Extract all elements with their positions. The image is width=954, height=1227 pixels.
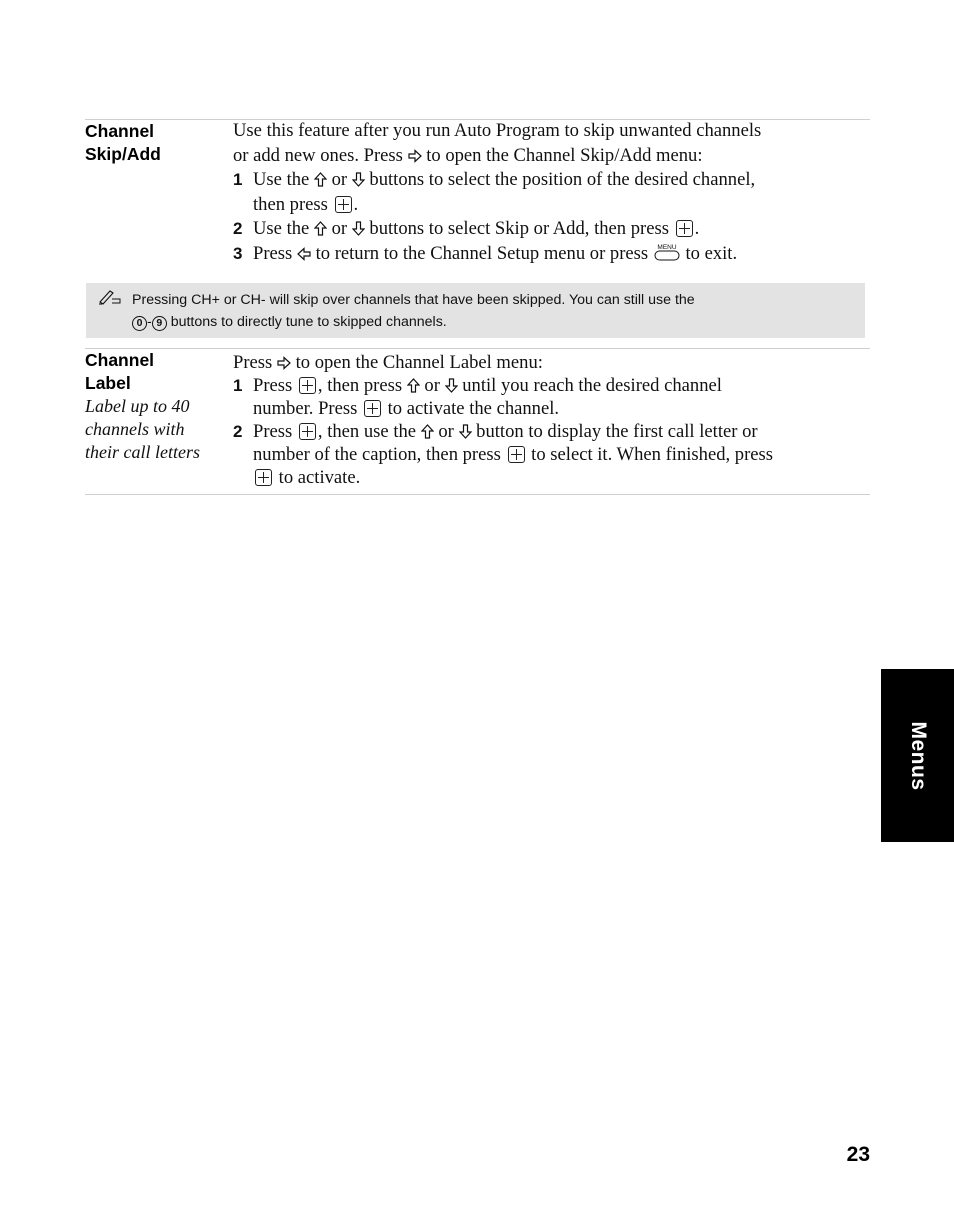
step-number: 3 <box>233 243 243 263</box>
subheading-line: channels with <box>85 419 185 439</box>
step-item <box>233 374 853 420</box>
digit-9-button-icon: 9 <box>152 316 167 331</box>
up-arrow-icon <box>407 378 420 393</box>
enter-button-icon <box>335 196 352 213</box>
enter-button-icon <box>508 446 525 463</box>
section-side-tab <box>881 669 954 842</box>
section-subheading <box>85 395 225 464</box>
text: to select it. When finished, press <box>531 444 774 465</box>
text: Use the <box>253 169 310 191</box>
enter-button-icon <box>364 400 381 417</box>
heading-line: Channel <box>85 350 155 370</box>
intro-line <box>233 119 853 144</box>
heading-line: Label <box>85 373 131 393</box>
section-heading-label <box>85 349 225 464</box>
enter-button-icon <box>299 423 316 440</box>
text: . <box>694 218 700 240</box>
text: to open the Channel Label menu: <box>295 352 543 373</box>
text: or <box>331 169 348 191</box>
intro-line <box>233 144 853 169</box>
text: Press <box>233 352 273 373</box>
right-arrow-icon <box>408 149 422 163</box>
menu-button-icon <box>653 243 681 261</box>
text: . <box>353 193 359 215</box>
step-item <box>233 420 853 489</box>
side-tab-label: Menus <box>906 720 930 791</box>
step-item <box>233 242 853 267</box>
enter-button-icon <box>255 469 272 486</box>
section-body-label <box>233 351 853 489</box>
digit-0-button-icon: 0 <box>132 316 147 331</box>
text: buttons to select the position of the desired channel, <box>369 169 756 191</box>
down-arrow-icon <box>352 221 365 236</box>
section-heading-skip-add <box>85 120 225 166</box>
step-number: 2 <box>233 219 243 239</box>
text: then press <box>253 193 328 215</box>
text: , then use the <box>317 421 417 442</box>
menu-glyph-label: MENU <box>657 243 677 251</box>
text: buttons to directly tune to skipped channels. <box>170 314 447 330</box>
enter-button-icon <box>299 377 316 394</box>
down-arrow-icon <box>445 378 458 393</box>
text: Press <box>253 242 293 264</box>
text: to activate. <box>278 467 361 488</box>
note-pencil-icon <box>98 288 122 306</box>
intro-line <box>233 351 853 374</box>
text: or <box>331 218 348 240</box>
text: to open the Channel Skip/Add menu: <box>426 144 703 166</box>
up-arrow-icon <box>314 221 327 236</box>
note-line: Pressing CH+ or CH- will skip over channels that have been skipped. You can still use the <box>132 292 695 308</box>
text: Use the <box>253 218 310 240</box>
step-number: 1 <box>233 170 243 190</box>
subheading-line: Label up to 40 <box>85 396 190 416</box>
text: Use this feature after you run Auto Program to skip unwanted channels <box>233 120 762 141</box>
subheading-line: their call letters <box>85 442 200 462</box>
up-arrow-icon <box>314 172 327 187</box>
note-text <box>132 289 852 333</box>
text: to return to the Channel Setup menu or press <box>315 242 649 264</box>
up-arrow-icon <box>421 424 434 439</box>
text: to exit. <box>685 242 738 264</box>
right-arrow-icon <box>277 356 291 370</box>
text: until you reach the desired channel <box>462 375 722 396</box>
enter-button-icon <box>676 220 693 237</box>
text: - <box>147 314 152 330</box>
heading-line: Skip/Add <box>85 144 161 164</box>
text: , then press <box>317 375 403 396</box>
text: buttons to select Skip or Add, then press <box>369 218 669 240</box>
page-number: 23 <box>846 1143 870 1166</box>
text: to activate the channel. <box>387 398 560 419</box>
note-line <box>132 311 852 333</box>
step-item <box>233 217 853 242</box>
left-arrow-icon <box>297 247 311 261</box>
bottom-rule <box>85 494 870 495</box>
text: button to display the first call letter or <box>476 421 758 442</box>
step-number: 1 <box>233 376 243 395</box>
text: Press <box>253 421 293 442</box>
text: Press <box>253 375 293 396</box>
text: or <box>424 375 440 396</box>
text: or <box>438 421 454 442</box>
step-number: 2 <box>233 422 243 441</box>
step-item <box>233 168 853 217</box>
section-body-skip-add <box>233 119 853 267</box>
text: or add new ones. Press <box>233 144 403 166</box>
down-arrow-icon <box>459 424 472 439</box>
text: number of the caption, then press <box>253 444 501 465</box>
note-box <box>86 283 865 338</box>
down-arrow-icon <box>352 172 365 187</box>
text: number. Press <box>253 398 358 419</box>
heading-line: Channel <box>85 121 155 141</box>
